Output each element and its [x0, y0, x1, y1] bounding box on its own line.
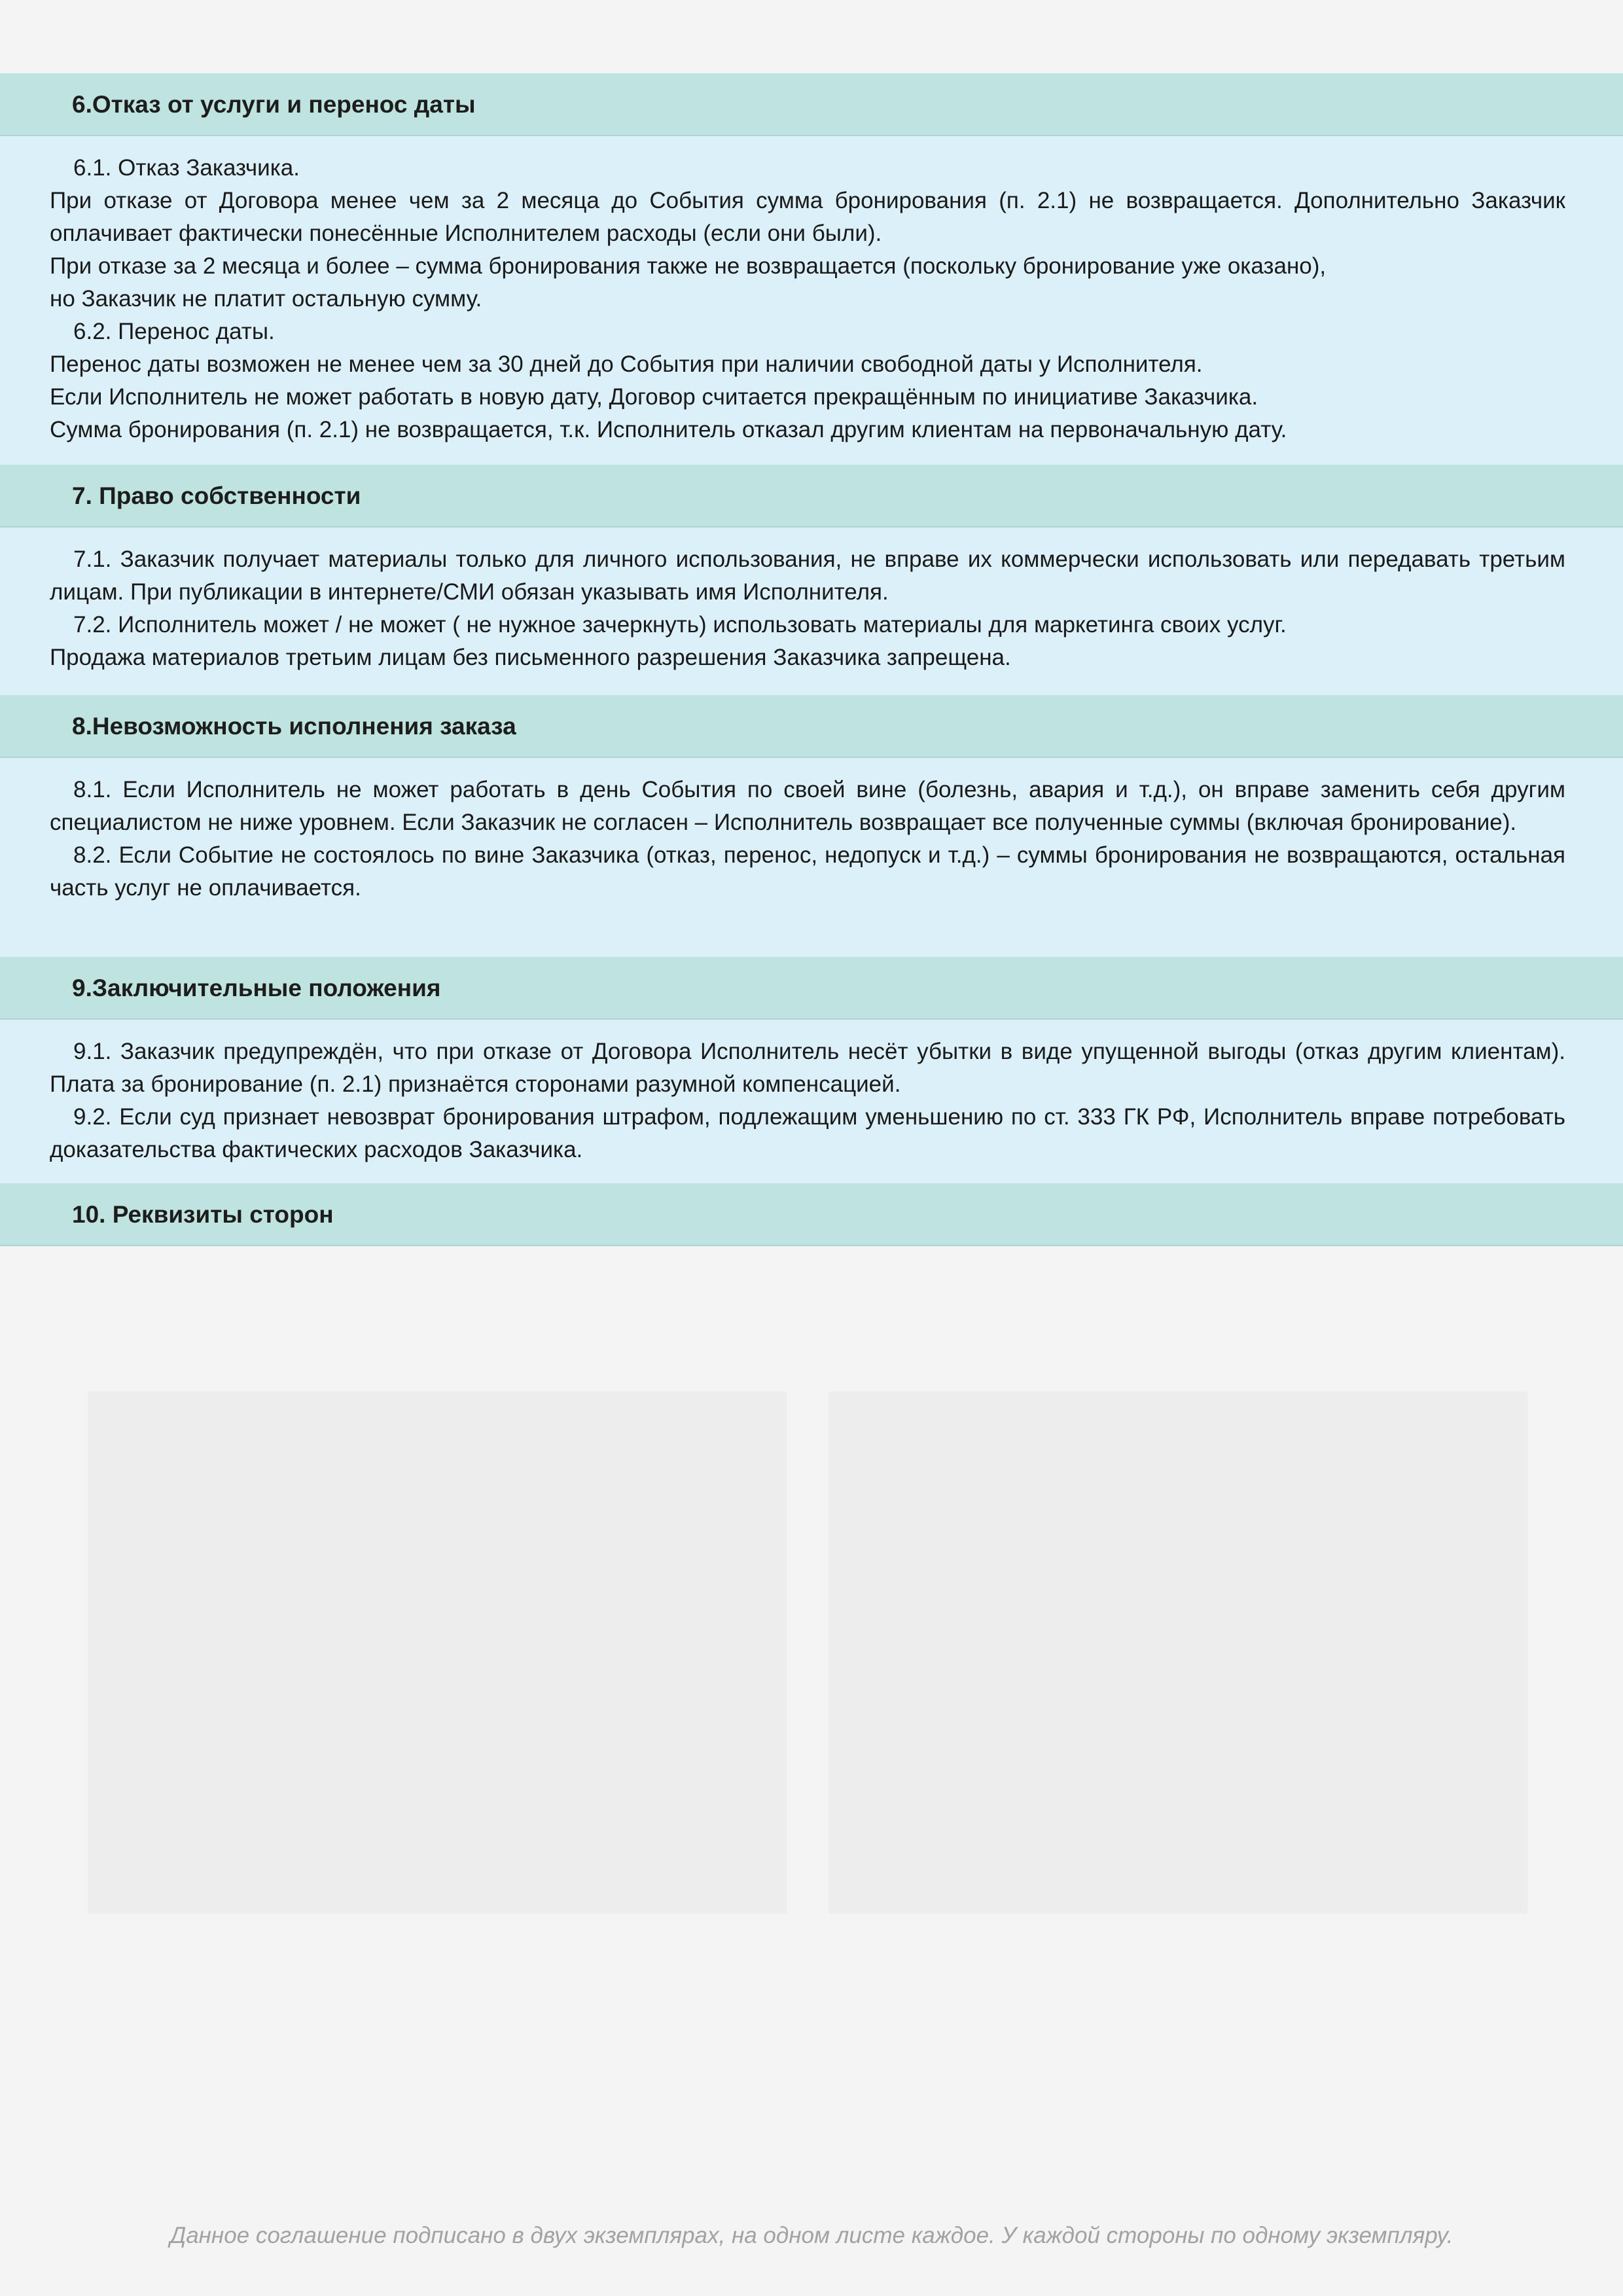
clause-7-1: 7.1. Заказчик получает материалы только для личного использования, не вправе их коммерчески использовать или передавать третьим лицам. При публикации в интернете/СМИ обязан указывать имя Исполнителя. — [50, 547, 1565, 605]
section-8-heading-bar — [0, 695, 1623, 758]
section-9-heading: 9.Заключительные положения — [72, 975, 441, 1001]
clause-9-1: 9.1. Заказчик предупреждён, что при отказе от Договора Исполнитель несёт убытки в виде упущенной выгоды (отказ другим клиентам). Плата за бронирование (п. 2.1) признаётся сторонами разумной компенсацией. — [50, 1039, 1565, 1097]
section-10-heading: 10. Реквизиты сторон — [72, 1201, 334, 1228]
section-8-heading: 8.Невозможность исполнения заказа — [72, 713, 516, 740]
clause-9-2: 9.2. Если суд признает невозврат бронирования штрафом, подлежащим уменьшению по ст. 333 ГК РФ, Исполнитель вправе потребовать доказательства фактических расходов Заказчика. — [50, 1104, 1565, 1162]
section-6-heading: 6.Отказ от услуги и перенос даты — [72, 91, 476, 118]
clause-7-2: 7.2. Исполнитель может / не может ( не нужное зачеркнуть) использовать материалы для маркетинга своих услуг. — [73, 612, 1287, 637]
party-requisites-box-right — [829, 1391, 1527, 1914]
clause-6-1-text-2: При отказе за 2 месяца и более – сумма бронирования также не возвращается (поскольку бронирование уже оказано), — [50, 253, 1327, 279]
clause-6-2-title: 6.2. Перенос даты. — [73, 319, 275, 344]
section-9-body — [0, 1020, 1623, 1187]
clause-8-2: 8.2. Если Событие не состоялось по вине Заказчика (отказ, перенос, недопуск и т.д.) – суммы бронирования не возвращаются, остальная часть услуг не оплачивается. — [50, 842, 1565, 901]
section-7-body — [0, 528, 1623, 695]
section-9-heading-bar — [0, 957, 1623, 1020]
section-7-heading-bar — [0, 465, 1623, 528]
clause-7-2-text: Продажа материалов третьим лицам без письменного разрешения Заказчика запрещена. — [50, 645, 1011, 670]
clause-6-1-text: При отказе от Договора менее чем за 2 месяца до События сумма бронирования (п. 2.1) не возвращается. Дополнительно Заказчик оплачивает фактически понесённые Исполнителем расходы (если они были). — [50, 188, 1565, 246]
section-6-body — [0, 136, 1623, 465]
clause-6-2-text-3: Сумма бронирования (п. 2.1) не возвращается, т.к. Исполнитель отказал другим клиентам на первоначальную дату. — [50, 417, 1287, 442]
section-7-heading: 7. Право собственности — [72, 482, 361, 509]
party-requisites-box-left — [88, 1391, 787, 1914]
section-10-heading-bar — [0, 1183, 1623, 1246]
clause-8-1: 8.1. Если Исполнитель не может работать в день События по своей вине (болезнь, авария и т.д.), он вправе заменить себя другим специалистом не ниже уровнем. Если Заказчик не согласен – Исполнитель возвращает все полученные суммы (включая бронирование). — [50, 777, 1565, 835]
section-8-body — [0, 758, 1623, 958]
clause-6-2-text: Перенос даты возможен не менее чем за 30 дней до События при наличии свободной даты у Исполнителя. — [50, 351, 1203, 377]
section-6-heading-bar — [0, 73, 1623, 136]
clause-6-1-title: 6.1. Отказ Заказчика. — [73, 155, 300, 181]
clause-6-1-text-3: но Заказчик не платит остальную сумму. — [50, 286, 482, 312]
clause-6-2-text-2: Если Исполнитель не может работать в новую дату, Договор считается прекращённым по инициативе Заказчика. — [50, 384, 1258, 410]
footer-note: Данное соглашение подписано в двух экземплярах, на одном листе каждое. У каждой стороны по одному экземпляру. — [169, 2223, 1454, 2248]
